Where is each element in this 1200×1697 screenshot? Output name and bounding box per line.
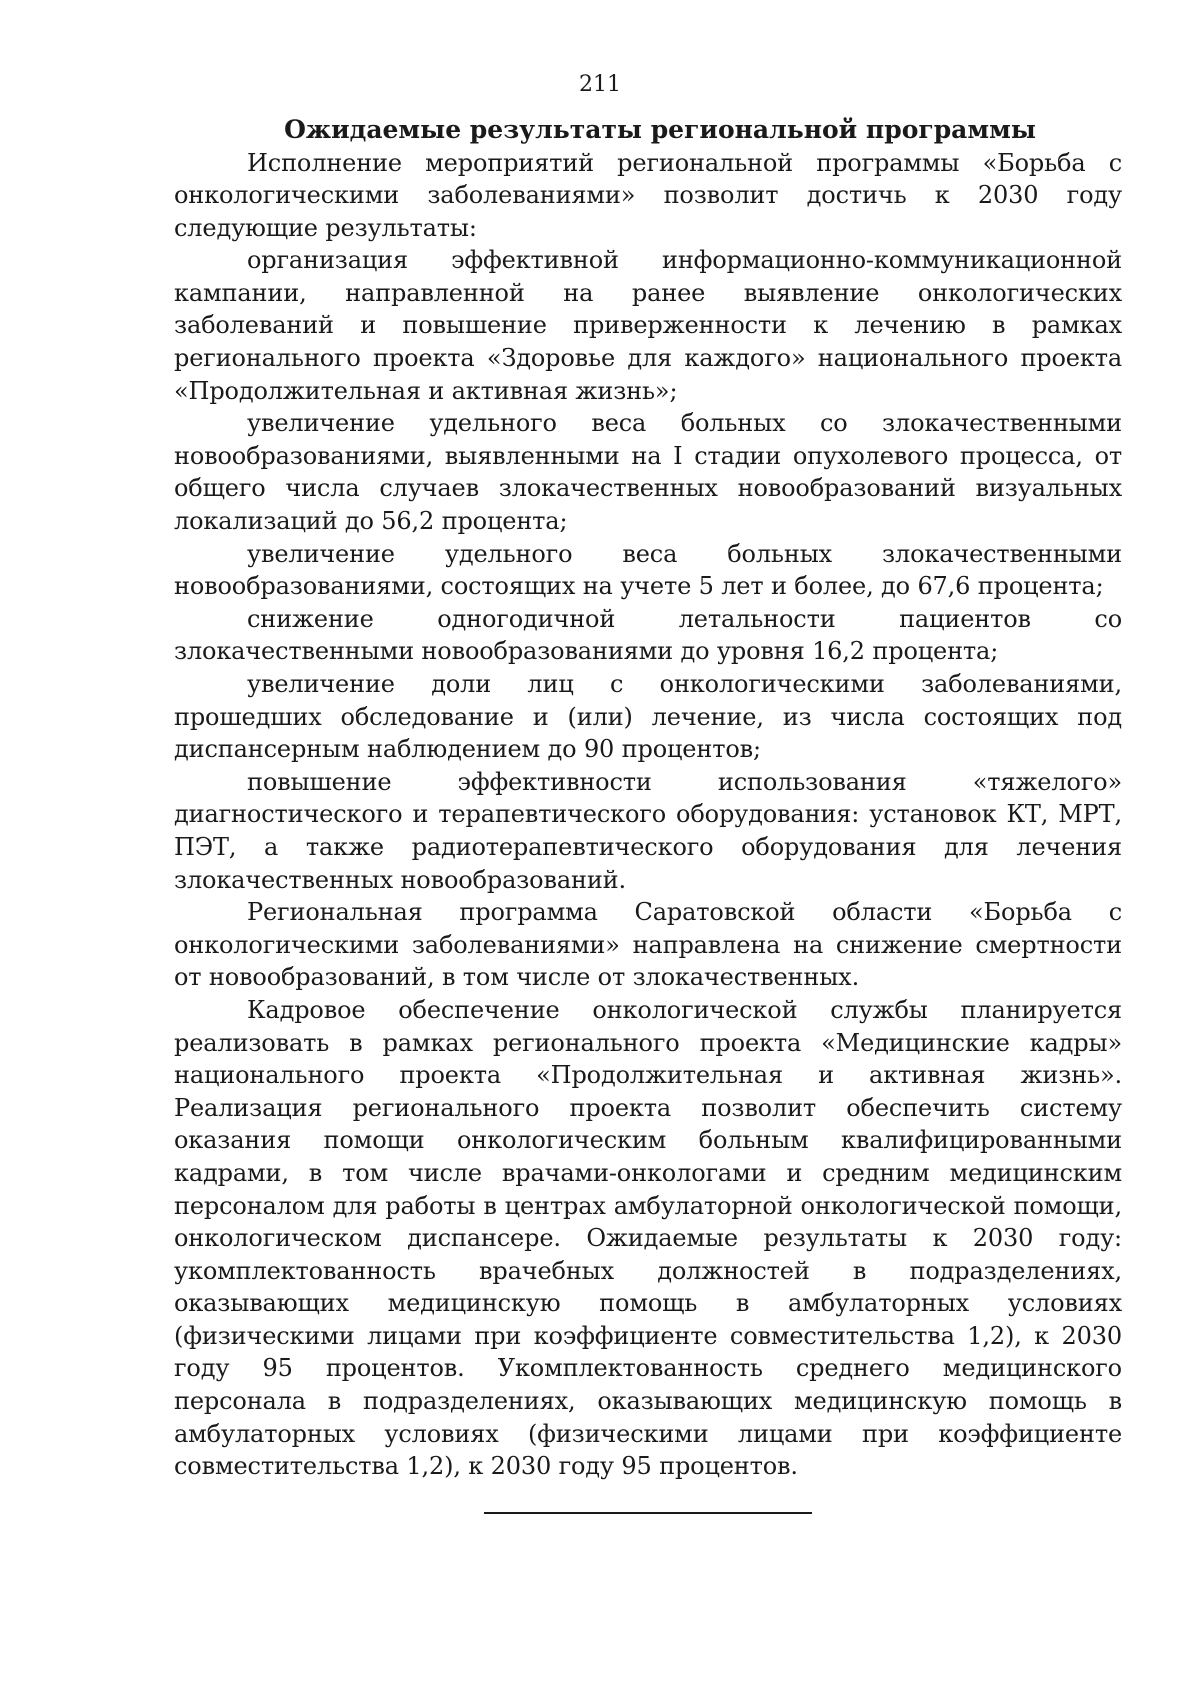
page-number: 211	[579, 72, 621, 97]
intro-paragraph: Исполнение мероприятий региональной программы «Борьба с онкологическими заболеваниями» позволит достичь к 2030 году следующие результаты:	[174, 148, 1122, 242]
result-item-early-detection: увеличение удельного веса больных со злокачественными новообразованиями, выявленными на I стадии опухолевого процесса, от общего числа случаев злокачественных новообразований визуальных локализаций до 56,2 процента;	[174, 409, 1122, 536]
result-item-one-year-mortality: снижение одногодичной летальности пациентов со злокачественными новообразованиями до уровня 16,2 процента;	[174, 604, 1122, 666]
staffing-paragraph: Кадровое обеспечение онкологической службы планируется реализовать в рамках регионального проекта «Медицинские кадры» национального проекта «Продолжительная и активная жизнь». Реализация регионального проекта позволит обеспечить систему оказания помощи онкологическим больным квалифицированными кадрами, в том числе врачами-онкологами и средним медицинским персоналом для работы в центрах амбулаторной онкологической помощи, онкологическом диспансере. Ожидаемые результаты к 2030 году: укомплектованность врачебных должностей в подразделениях, оказывающих медицинскую помощь в амбулаторных условиях (физическими лицами при коэффициенте совместительства 1,2), к 2030 году 95 процентов. Укомплектованность среднего медицинского персонала в подразделениях, оказывающих медицинскую помощь в амбулаторных условиях (физическими лицами при коэффициенте совместительства 1,2), к 2030 году 95 процентов.	[174, 995, 1122, 1481]
result-item-information-campaign: организация эффективной информационно-коммуникационной кампании, направленной на ранее выявление онкологических заболеваний и повышение приверженности к лечению в рамках регионального проекта «Здоровье для каждого» национального проекта «Продолжительная и активная жизнь»;	[174, 246, 1122, 405]
section-title: Ожидаемые результаты региональной программы	[284, 115, 1036, 144]
program-goal-paragraph: Региональная программа Саратовской области «Борьба с онкологическими заболеваниями» направлена на снижение смертности от новообразований, в том числе от злокачественных.	[174, 898, 1122, 992]
result-item-five-year-survival: увеличение удельного веса больных злокачественными новообразованиями, состоящих на учете 5 лет и более, до 67,6 процента;	[174, 539, 1122, 601]
result-item-dispensary-observation: увеличение доли лиц с онкологическими заболеваниями, прошедших обследование и (или) лечение, из числа состоящих под диспансерным наблюдением до 90 процентов;	[174, 670, 1122, 764]
page-content	[174, 114, 1122, 1483]
closing-rule	[484, 1512, 812, 1514]
result-item-equipment-efficiency: повышение эффективности использования «тяжелого» диагностического и терапевтического оборудования: установок КТ, МРТ, ПЭТ, а также радиотерапевтического оборудования для лечения злокачественных новообразований.	[174, 767, 1122, 894]
